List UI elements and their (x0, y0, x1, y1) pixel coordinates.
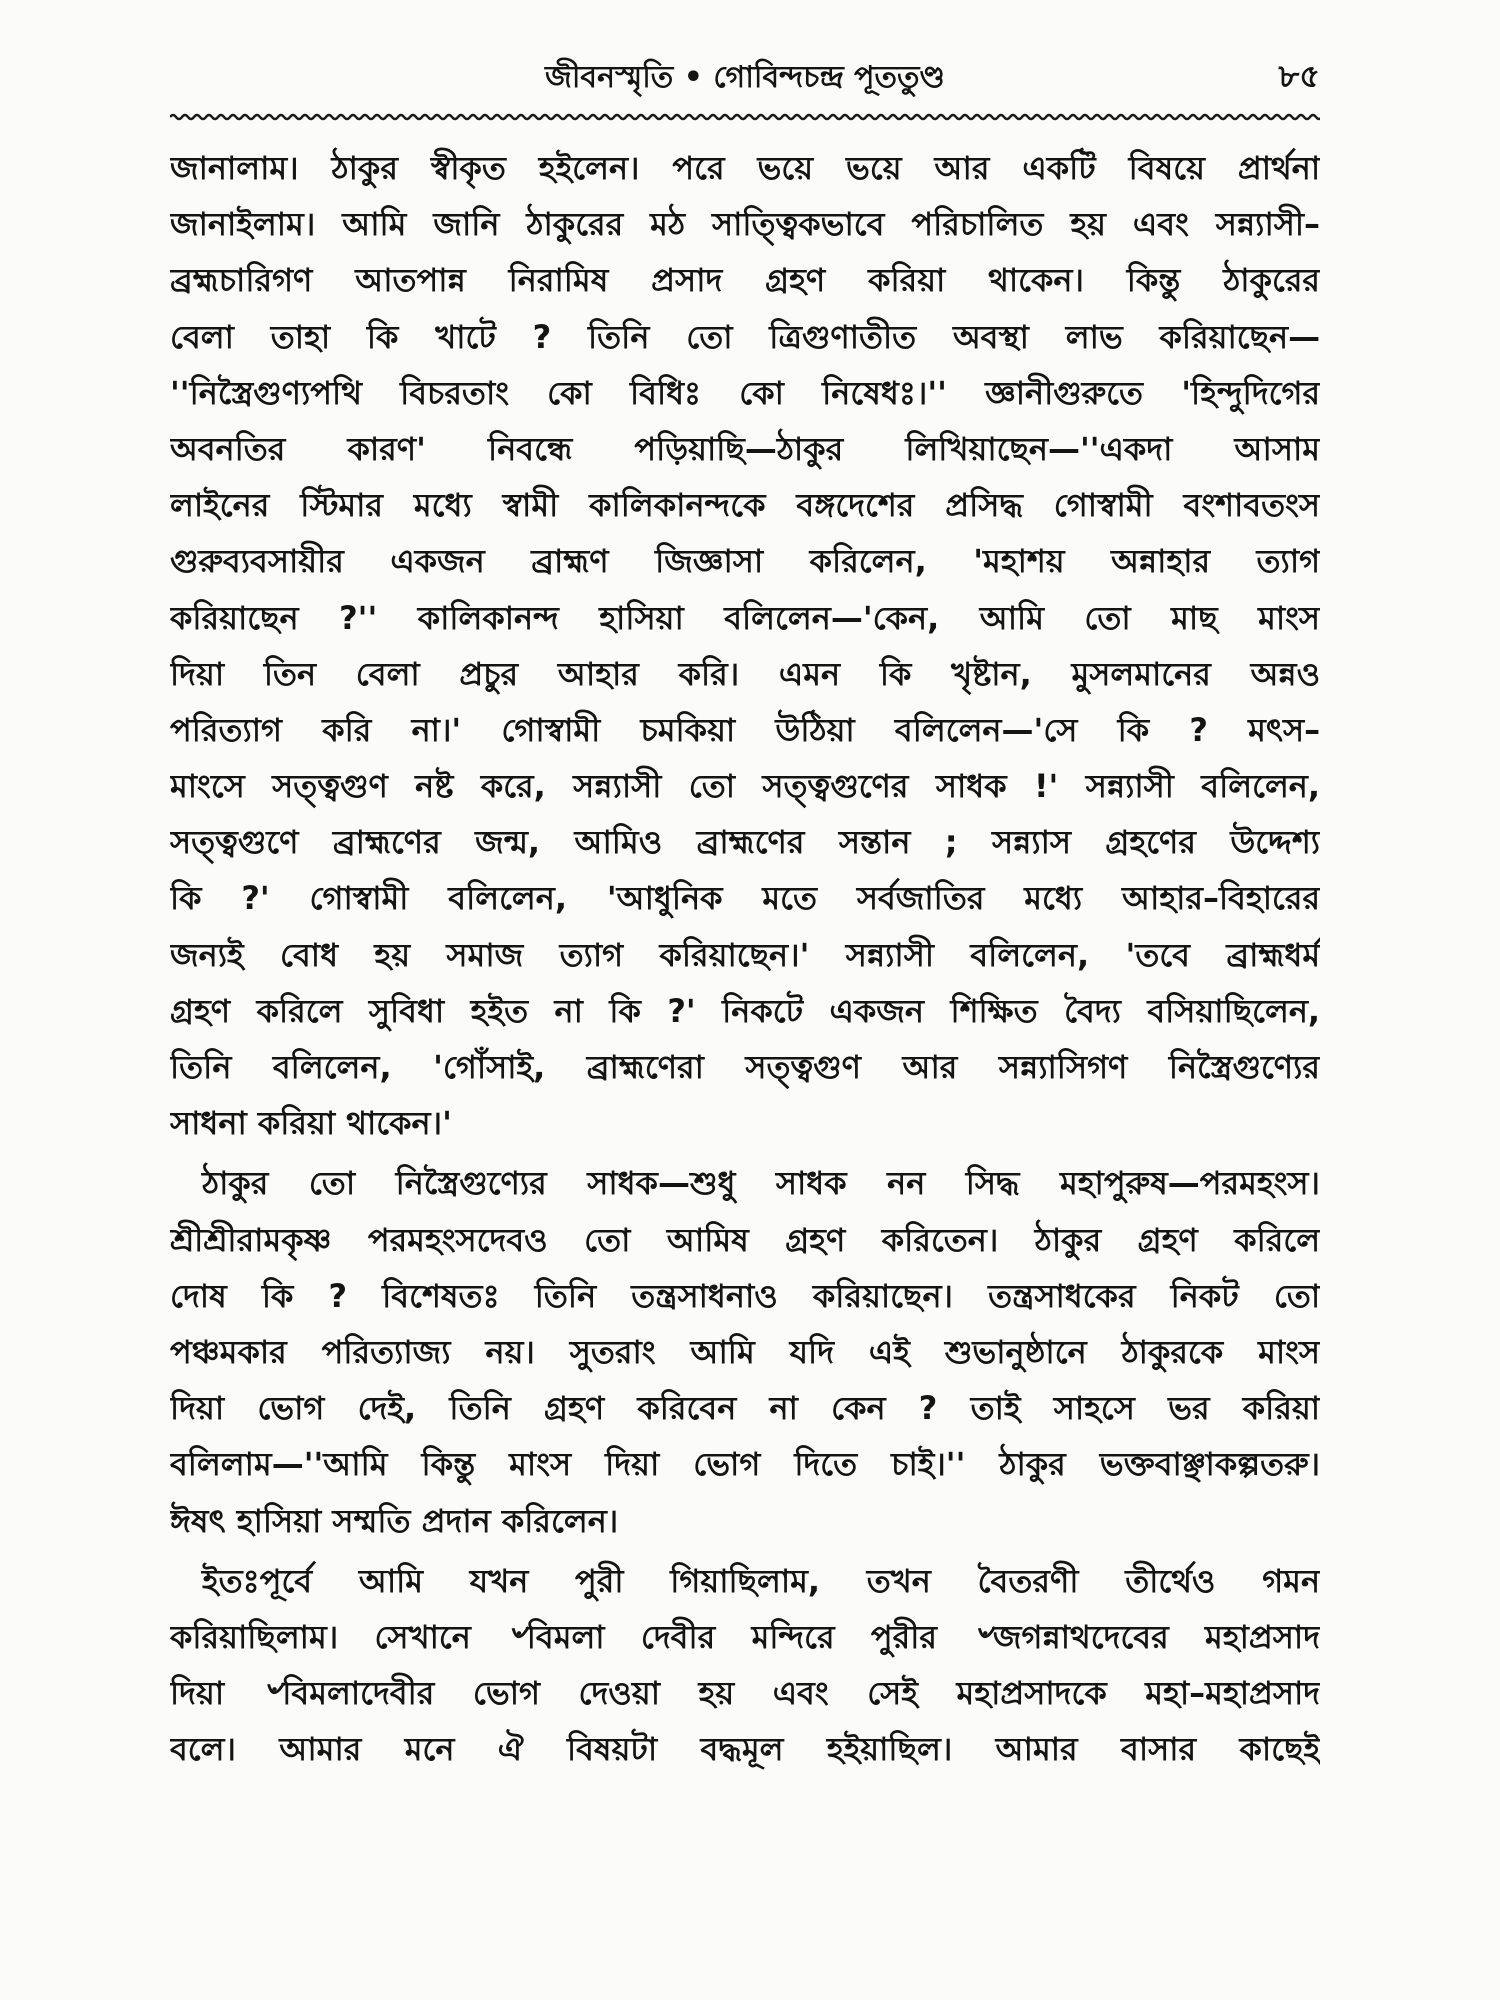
word: মহাপুরুষ—পরমহংস। (1059, 1164, 1320, 1203)
word: গ্রহণ (785, 1220, 846, 1259)
word: ?'' (339, 598, 378, 637)
word: পড়িয়াছি—ঠাকুর (634, 429, 844, 468)
word: উদ্দেশ্য (1230, 823, 1320, 862)
word: ঠাকুর (331, 149, 398, 187)
word: দিয়া (170, 1389, 225, 1428)
text-line: ঈষৎ হাসিয়া সম্মতি প্রদান করিলেন। (170, 1501, 619, 1540)
word: মঠ (650, 205, 686, 244)
word: অন্নাহার (1111, 542, 1211, 581)
word: 'মহাশয় (973, 542, 1065, 581)
word: ঠাকুর (1034, 1220, 1102, 1259)
word: জিজ্ঞাসা (655, 542, 764, 581)
word: সন্ন্যাসী– (1215, 205, 1320, 244)
word: সুবিধা (368, 991, 445, 1030)
word: সাধক (775, 1164, 847, 1203)
word: সন্ন্যাসী (1085, 767, 1174, 806)
word: বলিলেন, (970, 935, 1090, 974)
word: খাটে (435, 317, 496, 356)
word: হয় (698, 1674, 735, 1713)
word: গোস্বামী (501, 710, 601, 749)
word: ঠাকুর (999, 1445, 1066, 1484)
word: লাইনের (170, 486, 270, 525)
word: লাভ (1065, 317, 1123, 356)
word: হাসিয়া (599, 598, 684, 637)
word: সাত্ত্বিকভাবে (711, 205, 885, 244)
word: তো (686, 317, 733, 356)
word: সত্ত্বগুণের (762, 767, 909, 806)
word: বলিলাম—''আমি (170, 1445, 388, 1484)
word: সাহসে (1053, 1389, 1135, 1428)
word: ? (532, 317, 552, 356)
word: নন (887, 1164, 926, 1203)
word: মধ্যে (1024, 879, 1083, 918)
word: মাছ (1171, 598, 1218, 637)
word: প্রসাদ (651, 261, 723, 300)
word: অবস্থা (952, 317, 1029, 356)
word: নষ্ট (415, 767, 454, 806)
word: স্বামী (502, 486, 559, 525)
word: বলে। (170, 1730, 236, 1769)
text-line (170, 1553, 1320, 1609)
word: একটি (1022, 149, 1096, 187)
word: ? (328, 1276, 348, 1315)
text-line (170, 1212, 1320, 1268)
word: ব্রাহ্মণ (531, 542, 609, 581)
word: বিশেষতঃ (382, 1276, 500, 1315)
word: কাছেই (1239, 1730, 1320, 1769)
word: আহার (557, 654, 639, 693)
word: করি। (678, 654, 740, 693)
word: শিক্ষিত (950, 991, 1038, 1030)
word: কারণ' (347, 429, 426, 468)
word: করিয়াছেন— (1159, 317, 1320, 356)
word: কিন্তু (421, 1445, 476, 1484)
word: থাকেন। (988, 261, 1084, 300)
text-line (170, 477, 1320, 533)
word: আসাম (1234, 429, 1320, 468)
word: প্রচুর (459, 654, 519, 693)
word: কি (366, 317, 399, 356)
word: ঠাকুরের (1223, 261, 1320, 300)
text-line (170, 1380, 1320, 1436)
word: মহা–মহাপ্রসাদ (1145, 1674, 1320, 1713)
word: হয় (374, 935, 411, 974)
word: আমার (279, 1730, 362, 1769)
word: আমিষ (666, 1220, 749, 1259)
word: ''নিস্ত্রৈগুণ্যপথি (170, 373, 362, 412)
paragraph-2 (170, 1155, 1320, 1548)
word: না।' (411, 710, 462, 749)
word: জ্ঞানীগুরুতে (985, 373, 1144, 412)
word: নয়। (485, 1332, 535, 1371)
word: বসিয়াছিলেন, (1147, 991, 1320, 1030)
word: পরিত্যাজ্য (321, 1332, 451, 1371)
word: দিতে (794, 1445, 858, 1484)
text-line (170, 1609, 1320, 1665)
text-line (170, 702, 1320, 758)
word: ? (1189, 710, 1208, 749)
word: সন্ন্যাসিগণ (998, 1048, 1128, 1086)
paragraph-1 (170, 140, 1320, 1151)
word: কালিকানন্দ (417, 598, 559, 637)
word: মহাপ্রসাদকে (956, 1674, 1107, 1713)
word: পরিচালিত (911, 205, 1044, 244)
word: আমি (342, 205, 407, 244)
word: বোধ (280, 935, 339, 974)
word: গ্রহণ (544, 1389, 605, 1428)
word: মতে (762, 879, 818, 918)
word: বদ্ধমূল (700, 1730, 784, 1769)
word: ; (944, 823, 958, 862)
word: সেখানে (374, 1617, 471, 1656)
word: শুভানুষ্ঠানে (944, 1332, 1087, 1371)
word: মুসলমানের (1071, 654, 1211, 693)
word: জানাইলাম। (170, 205, 316, 244)
word: বংশাবতংস (1183, 486, 1320, 525)
word: তো (1273, 1276, 1320, 1315)
word: কিন্তু (1126, 261, 1181, 300)
word: ঐ (497, 1730, 524, 1769)
word: ভোগ (257, 1389, 325, 1428)
word: ত্যাগ (1256, 542, 1320, 581)
word: তাহা (270, 317, 331, 356)
word: ভোগ (472, 1674, 540, 1713)
text-line (170, 590, 1320, 646)
word: তাই (970, 1389, 1021, 1428)
word: গোস্বামী (309, 879, 409, 918)
word: মাংস (1258, 598, 1320, 637)
text-line (170, 646, 1320, 702)
word: গ্রহণ (765, 261, 826, 300)
word: ঠাকুরের (526, 205, 624, 244)
word: কি (1117, 710, 1150, 749)
text-line (170, 1039, 1320, 1095)
text-line (170, 365, 1320, 421)
word: আমিও (574, 823, 663, 862)
word: দিয়া (605, 1445, 660, 1484)
word: পরে (672, 149, 725, 187)
word: মন্দিরে (751, 1617, 835, 1656)
word: ভর (1168, 1389, 1210, 1428)
word: করি (322, 710, 372, 749)
word: ত্যাগ (559, 935, 624, 974)
word: এমন (778, 654, 841, 693)
word: জানি (433, 205, 500, 244)
word: সেই (867, 1674, 918, 1713)
word: একজন (829, 991, 924, 1030)
word: জানালাম। (170, 149, 299, 187)
word: প্রার্থনা (1237, 149, 1320, 187)
word: নিরামিষ (508, 261, 609, 300)
text-line (170, 927, 1320, 983)
word: দেই, (357, 1389, 417, 1428)
word: বৈদ্য (1064, 991, 1121, 1030)
word: করিলে (256, 991, 343, 1030)
word: 'হিন্দুদিগের (1181, 373, 1320, 412)
text-line (170, 1436, 1320, 1492)
word: লিখিয়াছেন—''একদা (905, 429, 1173, 468)
word: অবনতির (170, 429, 286, 468)
word: ৺বিমলাদেবীর (262, 1674, 435, 1713)
word: বিষয়টা (566, 1730, 658, 1769)
word: ব্রাহ্মণেরা (586, 1048, 704, 1086)
word: করিবেন (637, 1389, 737, 1428)
word: তীর্থেও (1125, 1561, 1216, 1600)
word: পুরী (575, 1561, 624, 1600)
word: মাংসে (170, 767, 245, 806)
text-line (170, 1155, 1320, 1211)
text-line (170, 309, 1320, 365)
word: বৈতরণী (977, 1561, 1079, 1600)
word: সন্ন্যাসী (573, 767, 662, 806)
text-line (170, 421, 1320, 477)
word: ?' (241, 879, 270, 918)
word: তো (308, 1164, 356, 1203)
word: কি (609, 991, 641, 1030)
word: আমি (690, 1332, 755, 1371)
word: পুরীর (870, 1617, 938, 1656)
word: ৺বিমলা (507, 1617, 605, 1656)
word: আহার–বিহারের (1121, 879, 1320, 918)
text-line (170, 196, 1320, 252)
word: ব্রাহ্মণের (332, 823, 441, 862)
word: হয় (1070, 205, 1107, 244)
word: বাসার (1121, 1730, 1197, 1769)
word: করে, (480, 767, 546, 806)
text-line (170, 870, 1320, 926)
word: তো (688, 767, 736, 806)
word: নিস্ত্রৈগুণ্যের (1168, 1048, 1320, 1086)
word: তিনি (534, 1276, 597, 1315)
word: সত্ত্বগুণ (272, 767, 388, 806)
word: নিকটে (722, 991, 804, 1030)
word: দেবীর (640, 1617, 716, 1656)
word: জন্যই (170, 935, 244, 974)
text-line (170, 140, 1320, 196)
word: কি (879, 654, 912, 693)
word: সুতরাং (569, 1332, 656, 1371)
word: আমি (979, 598, 1044, 637)
word: আমার (995, 1730, 1078, 1769)
word: না (554, 991, 583, 1030)
word: পরমহংসদেবও (367, 1220, 548, 1259)
word: বেলা (355, 654, 420, 693)
text-line (170, 814, 1320, 870)
word: কো (547, 373, 592, 412)
word: কি (261, 1276, 294, 1315)
word: তন্ত্রসাধনাও (631, 1276, 778, 1315)
word: ? (918, 1389, 938, 1428)
word: মনে (404, 1730, 455, 1769)
word: বিষয়ে (1128, 149, 1205, 187)
word: করিয়াছিলাম। (170, 1617, 339, 1656)
word: শ্রীশ্রীরামকৃষ্ণ (170, 1220, 332, 1259)
word: সর্বজাতির (856, 879, 985, 918)
word: সন্ন্যাস (991, 823, 1072, 862)
word: তো (1084, 598, 1131, 637)
word: ৺জগন্নাথদেবের (973, 1617, 1169, 1656)
word: গ্রহণের (1105, 823, 1196, 862)
word: পঞ্চমকার (170, 1332, 287, 1371)
text-line (170, 1268, 1320, 1324)
word: 'গোঁসাই, (433, 1048, 546, 1086)
word: সত্ত্বগুণ (745, 1048, 862, 1086)
word: দেওয়া (578, 1674, 660, 1713)
word: তিন (263, 654, 317, 693)
word: ভয়ে (846, 149, 902, 187)
word: বলিলেন, (272, 1048, 392, 1086)
word: সাধক (935, 767, 1007, 806)
word: গিয়াছিলাম, (670, 1561, 821, 1600)
wavy-divider (170, 110, 1320, 124)
word: করিয়াছেন।' (659, 935, 810, 974)
body-text (170, 140, 1320, 1777)
word: খৃষ্টান, (951, 654, 1032, 693)
word: মহাপ্রসাদ (1205, 1617, 1320, 1656)
word: বলিলেন, (448, 879, 568, 918)
word: দোষ (170, 1276, 227, 1315)
word: বলিলেন—'সে (894, 710, 1078, 749)
word: ব্রহ্মচারিগণ (170, 261, 313, 300)
text-line (170, 983, 1320, 1039)
word: সন্ন্যাসী (845, 935, 935, 974)
word: হইয়াছিল। (826, 1730, 953, 1769)
word: গ্রহণ (170, 991, 231, 1030)
word: তখন (866, 1561, 931, 1600)
word: প্রসিদ্ধ (945, 486, 1023, 525)
word: হইলেন। (538, 149, 640, 187)
word: মধ্যে (413, 486, 472, 525)
word: ভয়ে (757, 149, 814, 187)
page-number: ৮৫ (1278, 57, 1320, 95)
text-line (170, 1665, 1320, 1721)
word: এবং (1132, 205, 1189, 244)
word: এই (868, 1332, 910, 1371)
word: ঠাকুর (202, 1164, 269, 1203)
word: চাই।'' (891, 1445, 966, 1484)
word: তিনি (170, 1048, 232, 1086)
word: উঠিয়া (775, 710, 855, 749)
word: স্বীকৃত (430, 149, 506, 187)
word: কো (739, 373, 784, 412)
word: বিধিঃ (630, 373, 702, 412)
word: তো (584, 1220, 631, 1259)
word: যদি (789, 1332, 835, 1371)
word: স্টিমার (300, 486, 384, 525)
word: ব্রাহ্মণের (696, 823, 805, 862)
word: মাংস (1258, 1332, 1320, 1371)
word: আমি (358, 1561, 424, 1600)
word: একজন (390, 542, 485, 581)
word: করিতেন। (881, 1220, 999, 1259)
word: গমন (1262, 1561, 1320, 1600)
word: নিস্ত্রৈগুণ্যের (395, 1164, 547, 1203)
word: সত্ত্বগুণে (170, 823, 299, 862)
word: অন্নও (1250, 654, 1320, 693)
word: ইতঃপূর্বে (202, 1561, 313, 1600)
word: ঠাকুরকে (1121, 1332, 1224, 1371)
word: সাধক—শুধু (587, 1164, 736, 1203)
word: তিনি (588, 317, 650, 356)
word: আর (902, 1048, 958, 1086)
word: কি (170, 879, 202, 918)
running-title: জীবনস্মৃতি • গোবিন্দচন্দ্র পূততুণ্ড (545, 60, 945, 95)
word: নিকট (1170, 1276, 1239, 1315)
word: করিয়া (1242, 1389, 1320, 1428)
word: সিদ্ধ (965, 1164, 1020, 1203)
word: হইত (470, 991, 529, 1030)
word: বলিলেন—'কেন, (724, 598, 940, 637)
word: আতপান্ন (355, 261, 466, 300)
word: গ্রহণ (1137, 1220, 1198, 1259)
word: আর (934, 149, 990, 187)
text-line (170, 1324, 1320, 1380)
word: ভক্তবাঞ্ছাকল্পতরু। (1099, 1445, 1320, 1484)
word: করিলেন, (809, 542, 927, 581)
word: মৎস– (1248, 710, 1320, 749)
word: ?' (667, 991, 696, 1030)
word: চমকিয়া (640, 710, 736, 749)
word: বেলা (170, 317, 234, 356)
word: ত্রিগুণাতীত (769, 317, 917, 356)
text-line (170, 533, 1320, 589)
word: না (769, 1389, 798, 1428)
word: যখন (469, 1561, 529, 1600)
word: বলিলেন, (1201, 767, 1320, 806)
word: পরিত্যাগ (170, 710, 283, 749)
word: করিয়া (868, 261, 946, 300)
text-line: সাধনা করিয়া থাকেন।' (170, 1104, 452, 1143)
word: বঙ্গদেশের (796, 486, 915, 525)
page-header (170, 52, 1320, 108)
word: বিচরতাং (400, 373, 509, 412)
word: জন্ম, (475, 823, 541, 862)
word: নিবন্ধে (488, 429, 573, 468)
word: গোস্বামী (1053, 486, 1153, 525)
text-line (170, 758, 1320, 814)
word: করিয়াছেন। (812, 1276, 953, 1315)
word: তিনি (449, 1389, 511, 1428)
word: করিয়াছেন (170, 598, 299, 637)
word: 'আধুনিক (606, 879, 723, 918)
word: কেন (831, 1389, 886, 1428)
word: দিয়া (170, 654, 225, 693)
word: সন্তান (838, 823, 911, 862)
word: তন্ত্রসাধকের (988, 1276, 1136, 1315)
word: সমাজ (446, 935, 524, 974)
word: নিষেধঃ।'' (822, 373, 947, 412)
word: ভোগ (693, 1445, 761, 1484)
word: দিয়া (170, 1674, 225, 1713)
word: ব্রাহ্মধর্ম (1226, 935, 1320, 974)
word: কালিকানন্দকে (589, 486, 766, 525)
text-line (170, 252, 1320, 308)
word: মাংস (509, 1445, 572, 1484)
text-line (170, 1721, 1320, 1777)
word: 'তবে (1125, 935, 1190, 974)
word: এবং (772, 1674, 829, 1713)
word: করিলে (1234, 1220, 1320, 1259)
paragraph-3 (170, 1553, 1320, 1778)
word: !' (1033, 767, 1059, 806)
word: গুরুব্যবসায়ীর (170, 542, 344, 581)
